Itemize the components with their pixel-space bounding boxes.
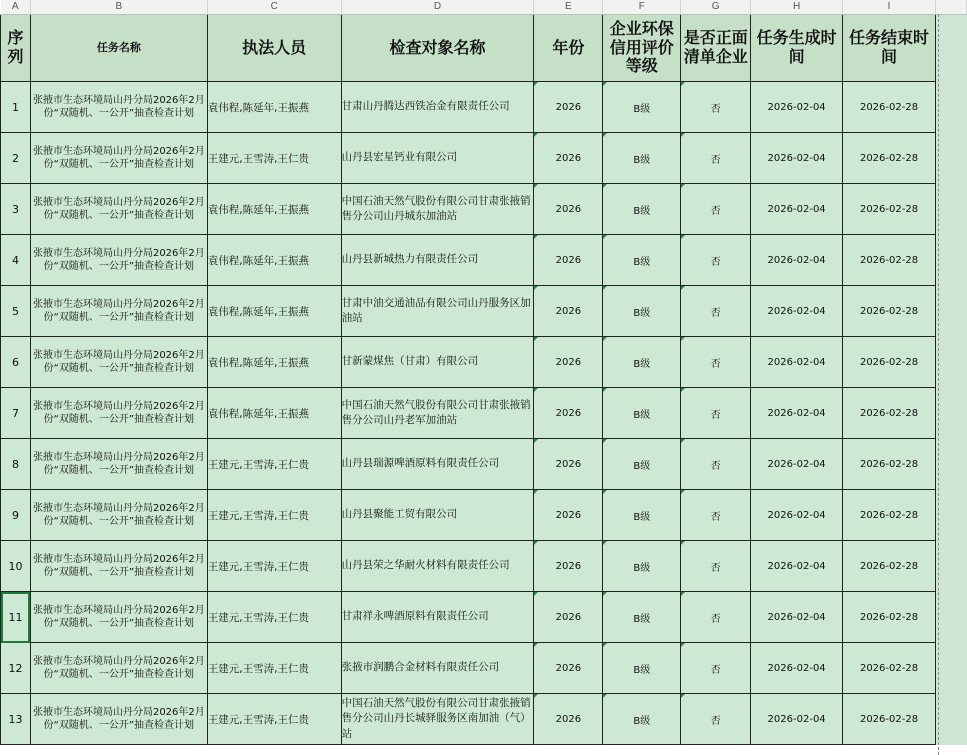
table-row — [1, 388, 967, 439]
empty-cell[interactable] — [935, 439, 966, 490]
cell-target[interactable]: 中国石油天然气股份有限公司甘肃张掖销售分公司山丹城东加油站 — [341, 184, 534, 235]
table-row — [1, 82, 967, 133]
cell-credit[interactable]: B级 — [603, 286, 681, 337]
column-header-j[interactable] — [935, 0, 966, 15]
cell-target[interactable]: 甘肃祥永啤酒原料有限责任公司 — [341, 592, 534, 643]
cell-start-time[interactable]: 2026-02-04 — [751, 133, 843, 184]
empty-cell[interactable] — [935, 133, 966, 184]
cell-seq[interactable]: 9 — [1, 490, 31, 541]
cell-officers[interactable]: 袁伟程,陈延年,王振燕 — [207, 388, 341, 439]
cell-credit[interactable]: B级 — [603, 82, 681, 133]
cell-task-name[interactable]: 张掖市生态环境局山丹分局2026年2月份“双随机、一公开”抽查检查计划 — [30, 541, 207, 592]
cell-officers[interactable]: 袁伟程,陈延年,王振燕 — [207, 184, 341, 235]
cell-end-time[interactable]: 2026-02-28 — [843, 490, 936, 541]
cell-target[interactable]: 山丹县瑞源啤酒原料有限责任公司 — [341, 439, 534, 490]
cell-end-time[interactable]: 2026-02-28 — [843, 694, 936, 745]
cell-task-name[interactable]: 张掖市生态环境局山丹分局2026年2月份“双随机、一公开”抽查检查计划 — [30, 82, 207, 133]
cell-year[interactable]: 2026 — [534, 490, 603, 541]
empty-cell[interactable] — [935, 235, 966, 286]
cell-credit[interactable]: B级 — [603, 694, 681, 745]
page-break-line — [938, 14, 939, 755]
cell-seq[interactable]: 8 — [1, 439, 31, 490]
cell-target[interactable]: 山丹县宏星钙业有限公司 — [341, 133, 534, 184]
table-row — [1, 439, 967, 490]
table-row — [1, 337, 967, 388]
cell-end-time[interactable]: 2026-02-28 — [843, 592, 936, 643]
cell-start-time[interactable]: 2026-02-04 — [751, 235, 843, 286]
empty-cell[interactable] — [935, 592, 966, 643]
cell-start-time[interactable]: 2026-02-04 — [751, 184, 843, 235]
cell-positive-list[interactable]: 否 — [681, 337, 751, 388]
header-positive-list[interactable]: 是否正面清单企业 — [681, 15, 751, 82]
cell-year[interactable]: 2026 — [534, 388, 603, 439]
cell-start-time[interactable]: 2026-02-04 — [751, 286, 843, 337]
cell-positive-list[interactable]: 否 — [681, 592, 751, 643]
cell-officers[interactable]: 王建元,王雪涛,王仁贵 — [207, 439, 341, 490]
cell-seq[interactable]: 5 — [1, 286, 31, 337]
cell-start-time[interactable]: 2026-02-04 — [751, 490, 843, 541]
cell-end-time[interactable]: 2026-02-28 — [843, 235, 936, 286]
cell-start-time[interactable]: 2026-02-04 — [751, 643, 843, 694]
cell-task-name[interactable]: 张掖市生态环境局山丹分局2026年2月份“双随机、一公开”抽查检查计划 — [30, 694, 207, 745]
cell-officers[interactable]: 袁伟程,陈延年,王振燕 — [207, 235, 341, 286]
cell-positive-list[interactable]: 否 — [681, 490, 751, 541]
cell-positive-list[interactable]: 否 — [681, 82, 751, 133]
header-start-time[interactable]: 任务生成时间 — [751, 15, 843, 82]
cell-target[interactable]: 山丹县荣之华耐火材料有限责任公司 — [341, 541, 534, 592]
table-row — [1, 184, 967, 235]
cell-officers[interactable]: 王建元,王雪涛,王仁贵 — [207, 643, 341, 694]
header-target[interactable]: 检查对象名称 — [341, 15, 534, 82]
cell-task-name[interactable]: 张掖市生态环境局山丹分局2026年2月份“双随机、一公开”抽查检查计划 — [30, 490, 207, 541]
cell-end-time[interactable]: 2026-02-28 — [843, 286, 936, 337]
header-officers[interactable]: 执法人员 — [207, 15, 341, 82]
cell-officers[interactable]: 袁伟程,陈延年,王振燕 — [207, 286, 341, 337]
table-row — [1, 541, 967, 592]
cell-task-name[interactable]: 张掖市生态环境局山丹分局2026年2月份“双随机、一公开”抽查检查计划 — [30, 439, 207, 490]
cell-task-name[interactable]: 张掖市生态环境局山丹分局2026年2月份“双随机、一公开”抽查检查计划 — [30, 133, 207, 184]
table-row — [1, 286, 967, 337]
cell-year[interactable]: 2026 — [534, 133, 603, 184]
cell-seq[interactable]: 6 — [1, 337, 31, 388]
cell-credit[interactable]: B级 — [603, 133, 681, 184]
cell-target[interactable]: 甘肃中油交通油品有限公司山丹服务区加油站 — [341, 286, 534, 337]
table-row — [1, 133, 967, 184]
cell-seq[interactable]: 7 — [1, 388, 31, 439]
cell-target[interactable]: 张掖市润鹏合金材料有限责任公司 — [341, 643, 534, 694]
header-credit[interactable]: 企业环保信用评价等级 — [603, 15, 681, 82]
cell-credit[interactable]: B级 — [603, 337, 681, 388]
cell-end-time[interactable]: 2026-02-28 — [843, 82, 936, 133]
cell-year[interactable]: 2026 — [534, 439, 603, 490]
cell-positive-list[interactable]: 否 — [681, 694, 751, 745]
cell-seq[interactable]: 3 — [1, 184, 31, 235]
cell-year[interactable]: 2026 — [534, 286, 603, 337]
cell-year[interactable]: 2026 — [534, 643, 603, 694]
cell-end-time[interactable]: 2026-02-28 — [843, 388, 936, 439]
cell-start-time[interactable]: 2026-02-04 — [751, 82, 843, 133]
cell-officers[interactable]: 王建元,王雪涛,王仁贵 — [207, 694, 341, 745]
empty-cell[interactable] — [935, 184, 966, 235]
cell-end-time[interactable]: 2026-02-28 — [843, 643, 936, 694]
empty-cell[interactable] — [935, 490, 966, 541]
cell-start-time[interactable]: 2026-02-04 — [751, 439, 843, 490]
cell-start-time[interactable]: 2026-02-04 — [751, 694, 843, 745]
column-header-g[interactable]: G — [681, 0, 751, 15]
cell-officers[interactable]: 王建元,王雪涛,王仁贵 — [207, 133, 341, 184]
cell-end-time[interactable]: 2026-02-28 — [843, 184, 936, 235]
cell-target[interactable]: 山丹县新城热力有限责任公司 — [341, 235, 534, 286]
cell-task-name[interactable]: 张掖市生态环境局山丹分局2026年2月份“双随机、一公开”抽查检查计划 — [30, 286, 207, 337]
cell-task-name[interactable]: 张掖市生态环境局山丹分局2026年2月份“双随机、一公开”抽查检查计划 — [30, 235, 207, 286]
column-header-e[interactable]: E — [534, 0, 603, 15]
cell-end-time[interactable]: 2026-02-28 — [843, 541, 936, 592]
cell-end-time[interactable]: 2026-02-28 — [843, 337, 936, 388]
cell-start-time[interactable]: 2026-02-04 — [751, 541, 843, 592]
cell-seq[interactable]: 10 — [1, 541, 31, 592]
column-header-b[interactable]: B — [30, 0, 207, 15]
cell-year[interactable]: 2026 — [534, 541, 603, 592]
empty-cell[interactable] — [935, 82, 966, 133]
cell-credit[interactable]: B级 — [603, 490, 681, 541]
cell-positive-list[interactable]: 否 — [681, 286, 751, 337]
column-header-i[interactable]: I — [843, 0, 936, 15]
cell-seq[interactable]: 11 — [1, 592, 31, 643]
cell-end-time[interactable]: 2026-02-28 — [843, 133, 936, 184]
cell-officers[interactable]: 袁伟程,陈延年,王振燕 — [207, 337, 341, 388]
cell-seq[interactable]: 1 — [1, 82, 31, 133]
cell-start-time[interactable]: 2026-02-04 — [751, 388, 843, 439]
table-header-row — [1, 15, 967, 82]
table-row — [1, 643, 967, 694]
cell-task-name[interactable]: 张掖市生态环境局山丹分局2026年2月份“双随机、一公开”抽查检查计划 — [30, 337, 207, 388]
cell-credit[interactable]: B级 — [603, 388, 681, 439]
empty-cell[interactable] — [935, 541, 966, 592]
column-header-row — [1, 0, 967, 15]
cell-credit[interactable]: B级 — [603, 592, 681, 643]
table-row — [1, 235, 967, 286]
empty-cell[interactable] — [935, 694, 966, 745]
cell-start-time[interactable]: 2026-02-04 — [751, 337, 843, 388]
cell-positive-list[interactable]: 否 — [681, 184, 751, 235]
cell-end-time[interactable]: 2026-02-28 — [843, 439, 936, 490]
table-row — [1, 694, 967, 745]
table-row — [1, 592, 967, 643]
cell-target[interactable]: 中国石油天然气股份有限公司甘肃张掖销售分公司山丹长城驿服务区南加油（气）站 — [341, 694, 534, 745]
cell-start-time[interactable]: 2026-02-04 — [751, 592, 843, 643]
cell-year[interactable]: 2026 — [534, 337, 603, 388]
cell-credit[interactable]: B级 — [603, 184, 681, 235]
cell-credit[interactable]: B级 — [603, 235, 681, 286]
cell-credit[interactable]: B级 — [603, 541, 681, 592]
column-header-f[interactable]: F — [603, 0, 681, 15]
cell-credit[interactable]: B级 — [603, 643, 681, 694]
empty-cell[interactable] — [935, 337, 966, 388]
header-task-name[interactable]: 任务名称 — [30, 15, 207, 82]
cell-year[interactable]: 2026 — [534, 235, 603, 286]
cell-target[interactable]: 山丹县聚能工贸有限公司 — [341, 490, 534, 541]
empty-cell[interactable] — [935, 15, 966, 82]
header-end-time[interactable]: 任务结束时间 — [843, 15, 936, 82]
cell-task-name[interactable]: 张掖市生态环境局山丹分局2026年2月份“双随机、一公开”抽查检查计划 — [30, 184, 207, 235]
cell-year[interactable]: 2026 — [534, 184, 603, 235]
table-row — [1, 490, 967, 541]
cell-seq[interactable]: 13 — [1, 694, 31, 745]
cell-officers[interactable]: 王建元,王雪涛,王仁贵 — [207, 541, 341, 592]
header-seq[interactable]: 序列 — [1, 15, 31, 82]
column-header-c[interactable]: C — [207, 0, 341, 15]
cell-year[interactable]: 2026 — [534, 82, 603, 133]
cell-seq[interactable]: 4 — [1, 235, 31, 286]
cell-task-name[interactable]: 张掖市生态环境局山丹分局2026年2月份“双随机、一公开”抽查检查计划 — [30, 592, 207, 643]
empty-cell[interactable] — [935, 286, 966, 337]
cell-year[interactable]: 2026 — [534, 694, 603, 745]
cell-task-name[interactable]: 张掖市生态环境局山丹分局2026年2月份“双随机、一公开”抽查检查计划 — [30, 643, 207, 694]
cell-positive-list[interactable]: 否 — [681, 439, 751, 490]
cell-positive-list[interactable]: 否 — [681, 388, 751, 439]
cell-officers[interactable]: 王建元,王雪涛,王仁贵 — [207, 592, 341, 643]
cell-officers[interactable]: 王建元,王雪涛,王仁贵 — [207, 490, 341, 541]
cell-seq[interactable]: 2 — [1, 133, 31, 184]
cell-positive-list[interactable]: 否 — [681, 643, 751, 694]
cell-positive-list[interactable]: 否 — [681, 235, 751, 286]
empty-cell[interactable] — [935, 643, 966, 694]
header-year[interactable]: 年份 — [534, 15, 603, 82]
cell-target[interactable]: 甘新蒙煤焦（甘肃）有限公司 — [341, 337, 534, 388]
cell-year[interactable]: 2026 — [534, 592, 603, 643]
cell-positive-list[interactable]: 否 — [681, 541, 751, 592]
empty-cell[interactable] — [935, 388, 966, 439]
cell-task-name[interactable]: 张掖市生态环境局山丹分局2026年2月份“双随机、一公开”抽查检查计划 — [30, 388, 207, 439]
cell-seq[interactable]: 12 — [1, 643, 31, 694]
column-header-h[interactable]: H — [751, 0, 843, 15]
cell-positive-list[interactable]: 否 — [681, 133, 751, 184]
column-header-a[interactable]: A — [1, 0, 31, 15]
cell-target[interactable]: 甘肃山丹腾达西铁冶金有限责任公司 — [341, 82, 534, 133]
cell-officers[interactable]: 袁伟程,陈延年,王振燕 — [207, 82, 341, 133]
cell-target[interactable]: 中国石油天然气股份有限公司甘肃张掖销售分公司山丹老军加油站 — [341, 388, 534, 439]
cell-credit[interactable]: B级 — [603, 439, 681, 490]
column-header-d[interactable]: D — [341, 0, 534, 15]
